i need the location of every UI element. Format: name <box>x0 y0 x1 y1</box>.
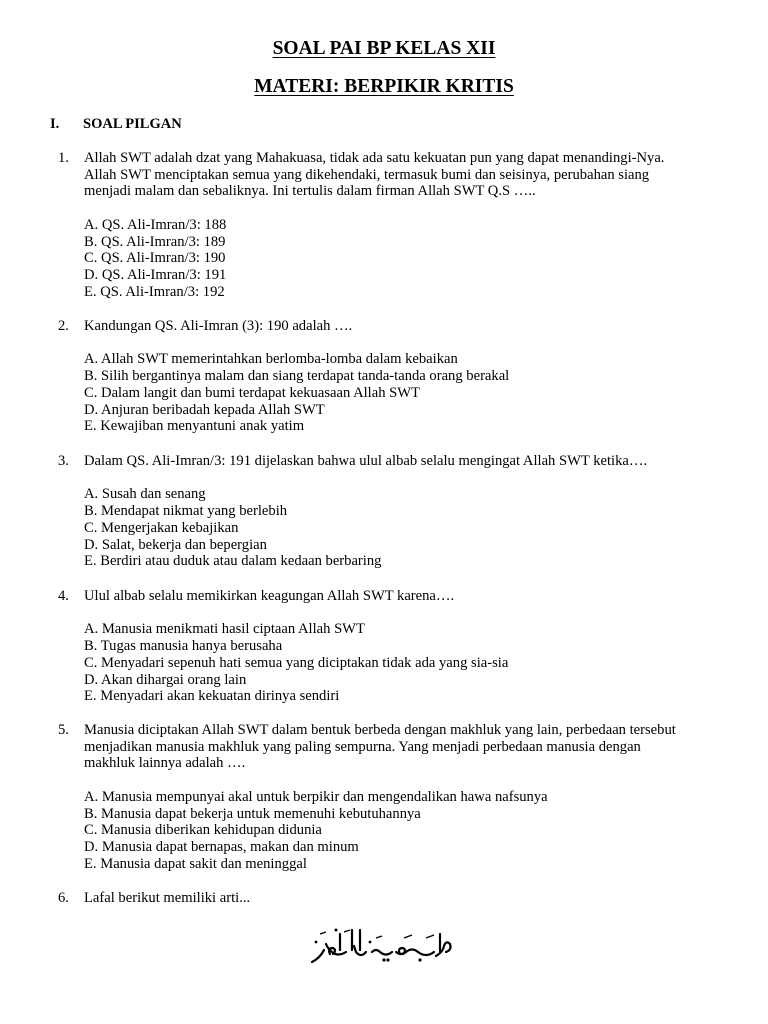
answer-option-a: A. Manusia menikmati hasil ciptaan Allah SWT <box>84 621 365 638</box>
question-5 <box>58 722 738 872</box>
question-text <box>84 150 738 200</box>
answer-options <box>84 789 738 873</box>
question-line: Lafal berikut memiliki arti... <box>84 890 251 906</box>
question-2 <box>58 318 738 435</box>
question-text <box>84 588 738 605</box>
question-line: Dalam QS. Ali-Imran/3: 191 dijelaskan bahwa ulul albab selalu mengingat Allah SWT ketika…. <box>84 453 648 469</box>
answer-option-c: C. Menyadari sepenuh hati semua yang diciptakan tidak ada yang sia-sia <box>84 654 509 671</box>
question-line: Allah SWT adalah dzat yang Mahakuasa, tidak ada satu kekuatan pun yang dapat menandingi-Nya. <box>84 150 665 166</box>
question-line: menjadi malam dan sebaliknya. Ini tertulis dalam firman Allah SWT Q.S ….. <box>84 183 536 200</box>
section-number: I. <box>50 116 60 132</box>
question-text <box>84 890 738 907</box>
answer-option-c: C. QS. Ali-Imran/3: 190 <box>84 250 226 267</box>
question-line: makhluk lainnya adalah …. <box>84 755 246 772</box>
question-line: Allah SWT menciptakan semua yang dikehendaki, termasuk bumi dan seisinya, perubahan siang <box>84 166 650 183</box>
answer-option-b: B. QS. Ali-Imran/3: 189 <box>84 233 226 250</box>
question-6 <box>58 890 738 907</box>
section-label: SOAL PILGAN <box>83 116 182 132</box>
question-4 <box>58 588 738 705</box>
answer-option-e: E. Menyadari akan kekuatan dirinya sendiri <box>84 688 340 705</box>
answer-option-e: E. QS. Ali-Imran/3: 192 <box>84 283 225 300</box>
answer-option-b: B. Tugas manusia hanya berusaha <box>84 638 283 655</box>
question-3 <box>58 453 738 570</box>
answer-option-a: A. Susah dan senang <box>84 486 206 503</box>
answer-option-d: D. Akan dihargai orang lain <box>84 671 247 688</box>
answer-option-b: B. Manusia dapat bekerja untuk memenuhi kebutuhannya <box>84 805 421 822</box>
question-number: 2. <box>58 318 69 334</box>
answer-option-a: A. QS. Ali-Imran/3: 188 <box>84 216 227 233</box>
question-line: Ulul albab selalu memikirkan keagungan Allah SWT karena…. <box>84 588 455 604</box>
question-line: Manusia diciptakan Allah SWT dalam bentuk berbeda dengan makhluk yang lain, perbedaan tersebut <box>84 722 676 738</box>
question-text <box>84 453 738 470</box>
answer-option-d: D. Manusia dapat bernapas, makan dan minum <box>84 838 359 855</box>
question-text <box>84 318 738 335</box>
answer-option-a: A. Allah SWT memerintahkan berlomba-lomba dalam kebaikan <box>84 351 458 368</box>
arabic-calligraphy-image <box>300 920 460 968</box>
answer-option-c: C. Manusia diberikan kehidupan didunia <box>84 822 322 839</box>
answer-option-d: D. Anjuran beribadah kepada Allah SWT <box>84 401 325 418</box>
answer-options <box>84 217 738 301</box>
answer-option-d: D. QS. Ali-Imran/3: 191 <box>84 266 227 283</box>
answer-option-e: E. Manusia dapat sakit dan meninggal <box>84 855 307 872</box>
answer-option-c: C. Mengerjakan kebajikan <box>84 519 239 536</box>
section-heading <box>50 115 182 133</box>
question-number: 5. <box>58 722 69 738</box>
answer-option-b: B. Silih bergantinya malam dan siang terdapat tanda-tanda orang berakal <box>84 368 510 385</box>
question-line: menjadikan manusia makhluk yang paling sempurna. Yang menjadi perbedaan manusia dengan <box>84 738 641 755</box>
answer-option-e: E. Berdiri atau duduk atau dalam kedaan berbaring <box>84 553 382 570</box>
question-text <box>84 722 738 772</box>
document-subtitle: MATERI: BERPIKIR KRITIS <box>254 76 514 97</box>
answer-option-e: E. Kewajiban menyantuni anak yatim <box>84 418 305 435</box>
answer-option-a: A. Manusia mempunyai akal untuk berpikir dan mengendalikan hawa nafsunya <box>84 788 548 805</box>
document-title: SOAL PAI BP KELAS XII <box>272 38 496 59</box>
question-line: Kandungan QS. Ali-Imran (3): 190 adalah …. <box>84 318 353 334</box>
question-number: 1. <box>58 150 69 166</box>
question-number: 6. <box>58 890 69 906</box>
answer-option-c: C. Dalam langit dan bumi terdapat kekuasaan Allah SWT <box>84 384 420 401</box>
answer-option-b: B. Mendapat nikmat yang berlebih <box>84 503 288 520</box>
question-number: 4. <box>58 588 69 604</box>
answer-options <box>84 486 738 570</box>
question-number: 3. <box>58 453 69 469</box>
answer-options <box>84 621 738 705</box>
answer-option-d: D. Salat, bekerja dan bepergian <box>84 536 267 553</box>
answer-options <box>84 351 738 435</box>
question-1 <box>58 150 738 300</box>
